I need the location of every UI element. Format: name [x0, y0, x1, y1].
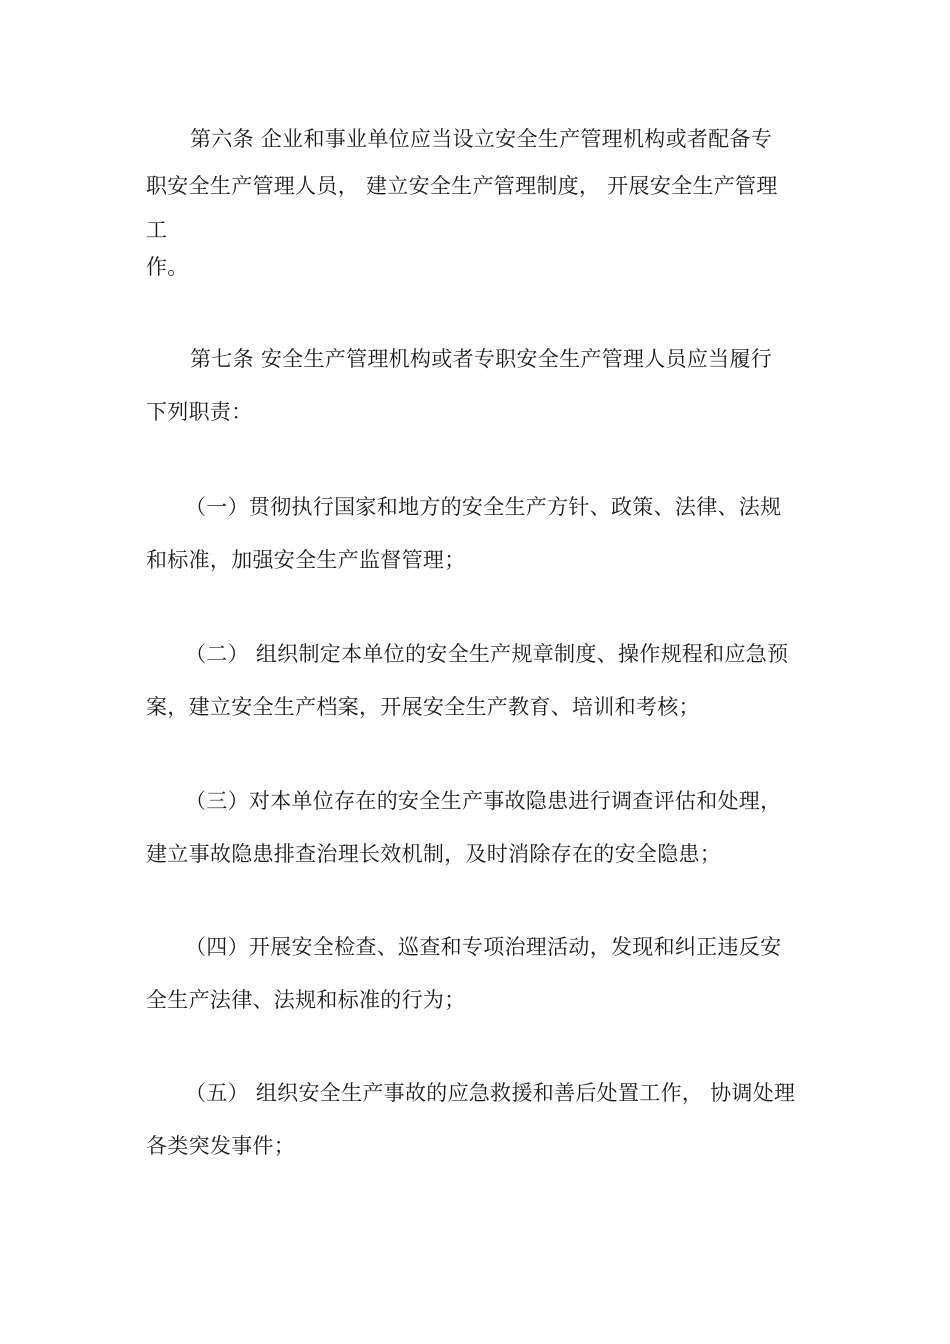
article-6-line-1: 第六条 企业和事业单位应当设立安全生产管理机构或者配备专 [190, 127, 773, 151]
item-2-line-2: 案，建立安全生产档案，开展安全生产教育、培训和考核； [146, 695, 700, 719]
item-1-line-2: 和标准，加强安全生产监督管理； [146, 548, 466, 572]
item-2-line-1: （二） 组织制定本单位的安全生产规章制度、操作规程和应急预 [185, 642, 789, 666]
article-7-line-2: 下列职责： [146, 400, 253, 424]
item-4-line-1: （四）开展安全检查、巡查和专项治理活动，发现和纠正违反安 [185, 935, 782, 959]
article-7-line-1: 第七条 安全生产管理机构或者专职安全生产管理人员应当履行 [190, 347, 773, 371]
article-6-line-3: 工 [146, 218, 168, 242]
article-6-line-2: 职安全生产管理人员， 建立安全生产管理制度， 开展安全生产管理 [146, 174, 778, 198]
item-1-line-1: （一）贯彻执行国家和地方的安全生产方针、政策、法律、法规 [185, 495, 782, 519]
article-6-line-4: 作。 [146, 255, 189, 279]
item-3-line-1: （三）对本单位存在的安全生产事故隐患进行调查评估和处理， [185, 789, 782, 813]
item-3-line-2: 建立事故隐患排查治理长效机制，及时消除存在的安全隐患； [146, 842, 722, 866]
item-5-line-1: （五） 组织安全生产事故的应急救援和善后处置工作， 协调处理 [185, 1081, 796, 1105]
item-4-line-2: 全生产法律、法规和标准的行为； [146, 988, 466, 1012]
item-5-line-2: 各类突发事件； [146, 1134, 296, 1158]
